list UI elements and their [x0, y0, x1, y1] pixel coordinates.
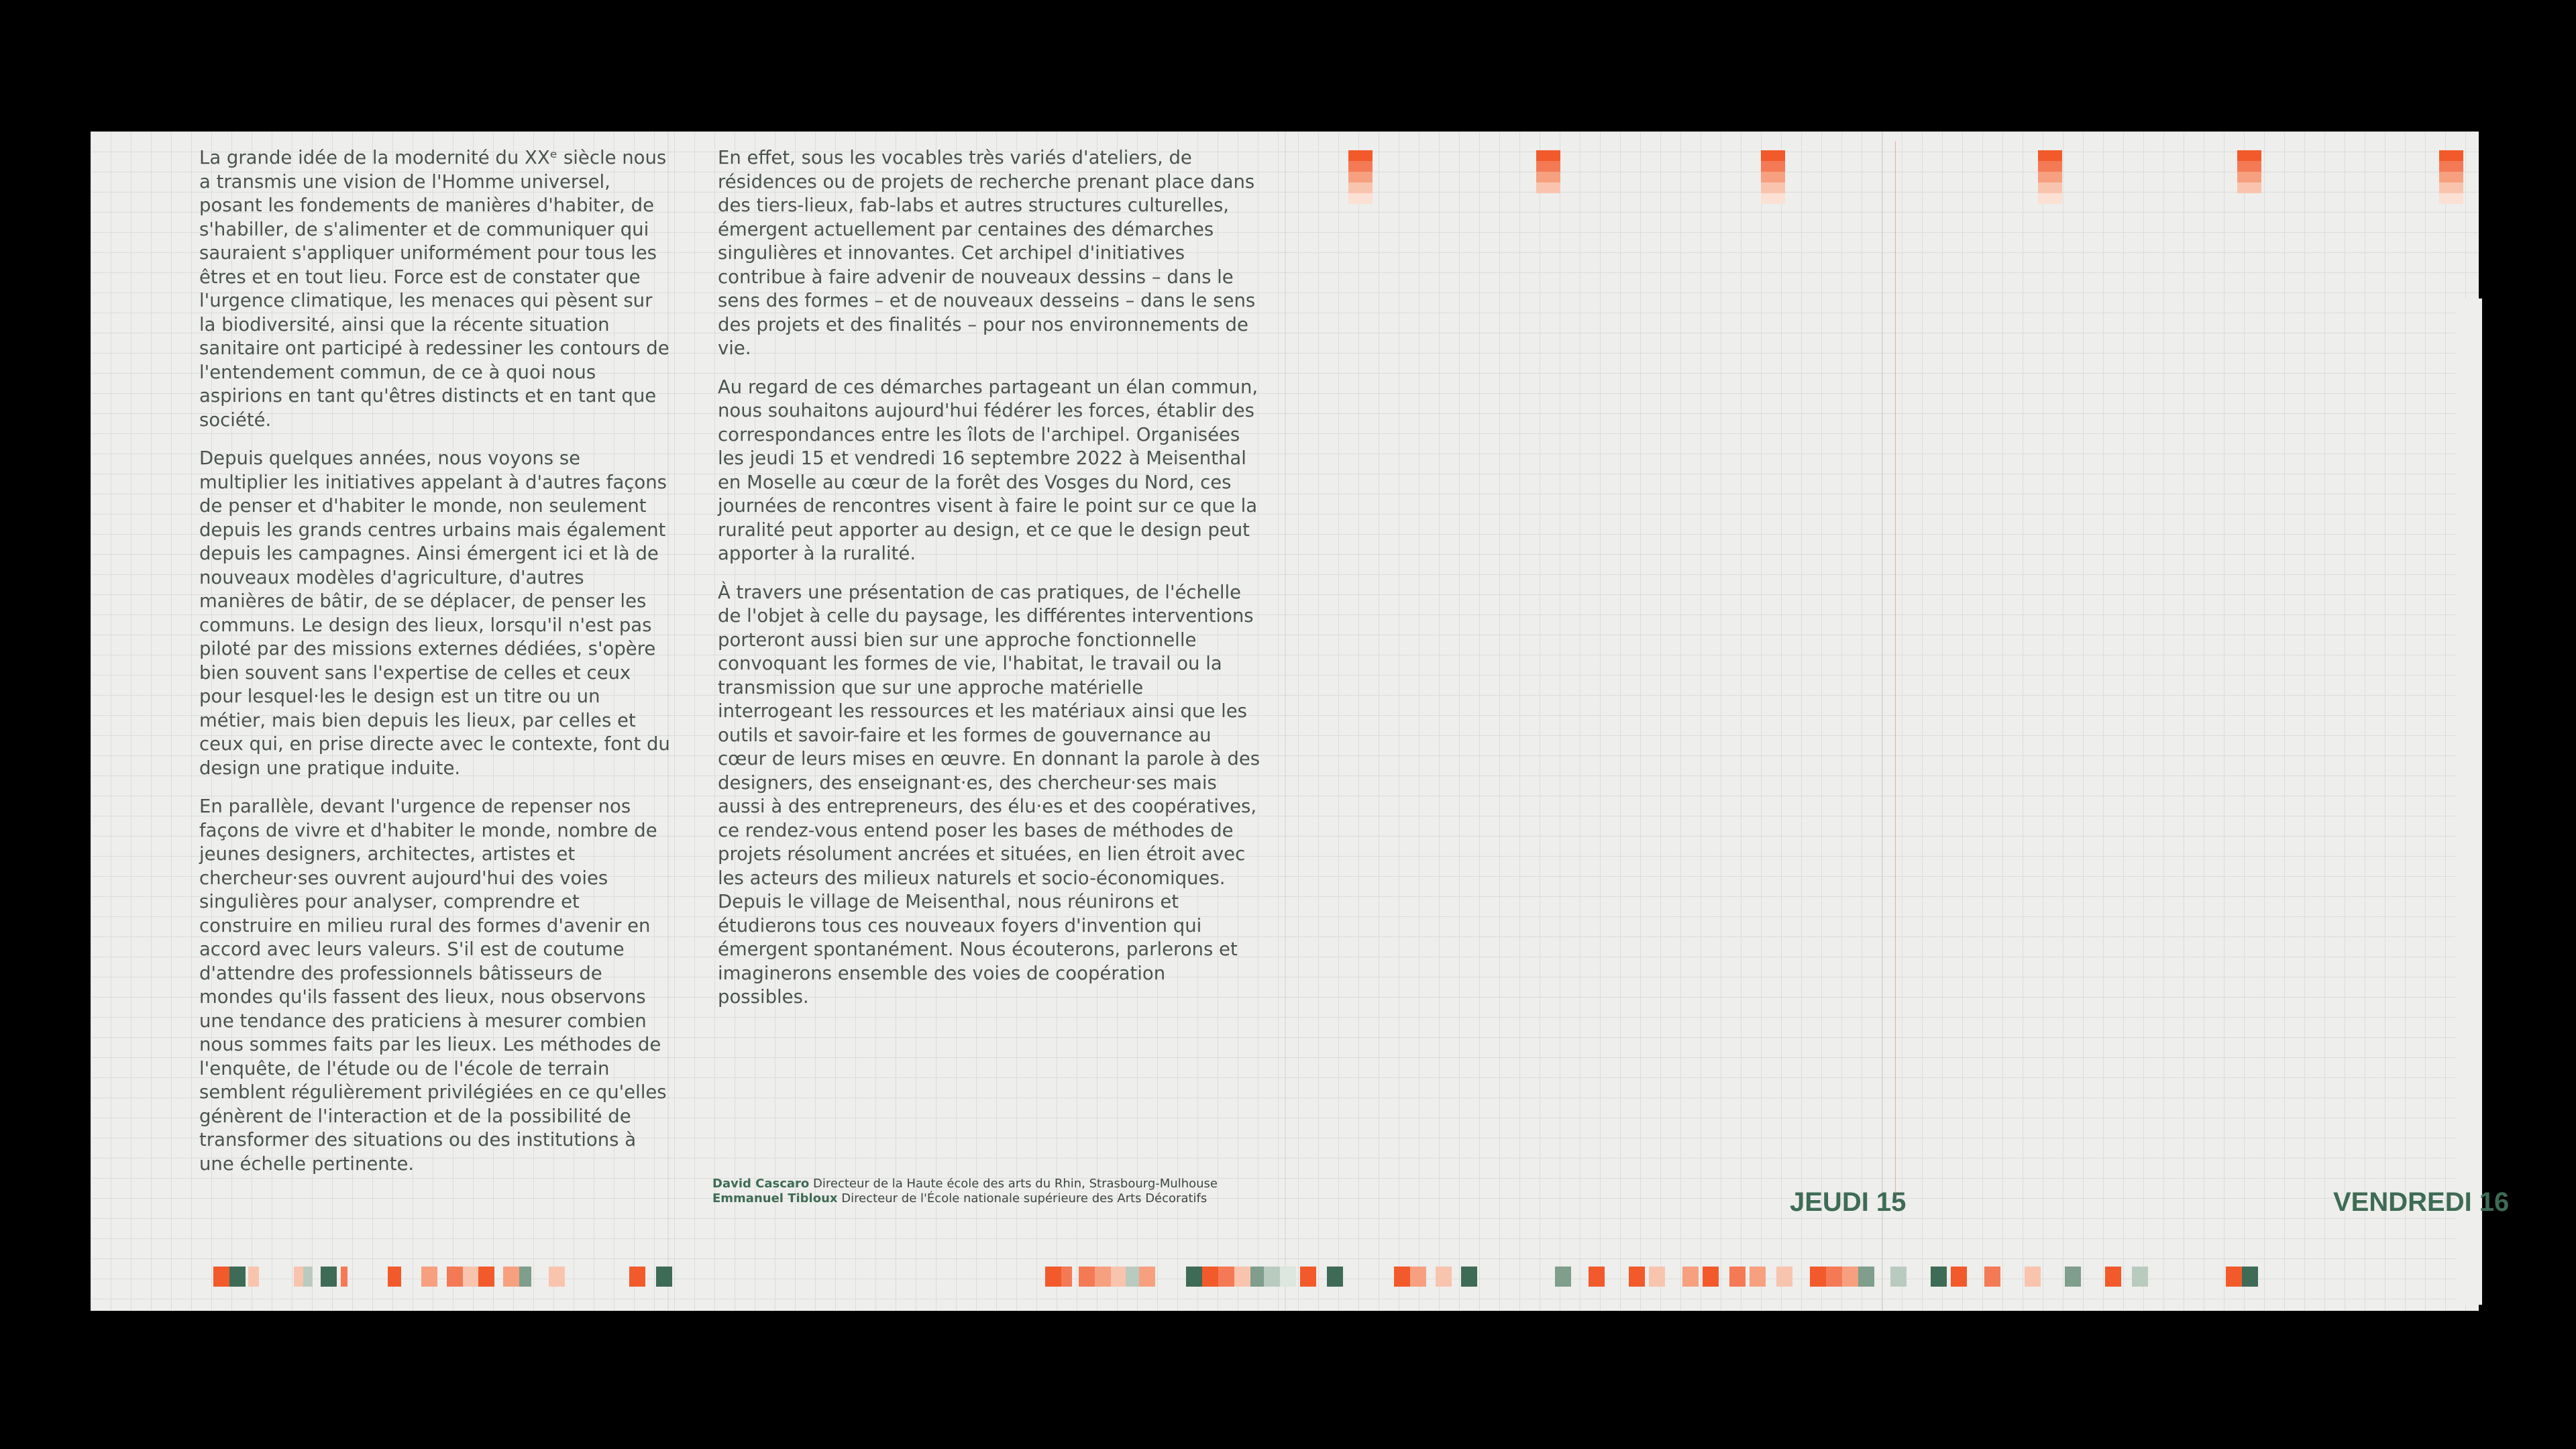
color-bar — [1629, 1267, 1645, 1287]
color-bar — [1202, 1267, 1218, 1287]
color-bar — [294, 1267, 303, 1287]
color-bar-strip — [213, 1267, 2467, 1287]
signature-line — [712, 1191, 1263, 1206]
color-bar — [1555, 1267, 1571, 1287]
color-stack — [2439, 150, 2463, 204]
signature-line — [712, 1177, 1263, 1191]
color-bar — [447, 1267, 463, 1287]
color-bar — [2226, 1267, 2242, 1287]
program-day-2 — [1895, 141, 2452, 1194]
fold-line — [1285, 131, 1286, 1311]
color-bar — [1095, 1267, 1111, 1287]
color-bar — [463, 1267, 479, 1287]
color-bar — [421, 1267, 437, 1287]
color-bar — [2025, 1267, 2041, 1287]
color-bar — [2242, 1267, 2258, 1287]
color-bar — [229, 1267, 246, 1287]
color-bar — [2065, 1267, 2081, 1287]
color-bar — [1750, 1267, 1766, 1287]
color-stack — [1536, 150, 1560, 193]
color-bar — [519, 1267, 531, 1287]
day-label-1: JEUDI 15 — [1790, 1187, 1907, 1217]
color-bar — [1264, 1267, 1280, 1287]
color-bar — [213, 1267, 229, 1287]
color-bar — [1280, 1267, 1296, 1287]
color-bar — [629, 1267, 645, 1287]
folded-flap — [2455, 299, 2482, 1305]
color-bar — [1682, 1267, 1699, 1287]
signature-name: Emmanuel Tibloux — [712, 1191, 838, 1205]
signature-role: Directeur de la Haute école des arts du Rhin, Strasbourg-Mulhouse — [813, 1177, 1218, 1191]
paragraph: À travers une présentation de cas pratiques, de l'échelle de l'objet à celle du paysage, les différentes interventions porteront aussi bien sur une approche fonctionnelle convoquant les formes de vie, l'habitat, le travail ou la transmission que sur une approche matérielle interrogeant les ressources et les matériaux ainsi que les outils et savoir-faire et les formes de gouvernance au cœur de leurs mises en œuvre. En donnant la parole à des designers, des enseignant·es, des chercheur·ses mais aussi à des entrepreneurs, des élu·es et des coopératives, ce rendez-vous entend poser les bases de méthodes de projets résolument ancrées et situées, en lien étroit avec les acteurs des milieux naturels et socio-économiques. Depuis le village de Meisenthal, nous réunirons et étudierons tous ces nouveaux foyers d'invention qui émergent spontanément. Nous écouterons, parlerons et imaginerons ensemble des voies de coopération possibles. — [718, 581, 1260, 1008]
color-stack — [2237, 150, 2261, 193]
color-bar — [341, 1267, 347, 1287]
color-bar — [1111, 1267, 1127, 1287]
program-day-1 — [1325, 141, 1858, 1194]
color-bar — [549, 1267, 565, 1287]
color-bar — [1776, 1267, 1792, 1287]
color-bar — [1858, 1267, 1874, 1287]
color-bar — [1234, 1267, 1250, 1287]
color-bar — [1045, 1267, 1061, 1287]
color-bar — [1186, 1267, 1202, 1287]
intro-column-2 — [718, 146, 1261, 1024]
color-bar — [1810, 1267, 1826, 1287]
color-bar — [1703, 1267, 1719, 1287]
color-bar — [321, 1267, 337, 1287]
color-bar — [1649, 1267, 1665, 1287]
color-bar — [303, 1267, 313, 1287]
color-bar — [1079, 1267, 1095, 1287]
color-bar — [1589, 1267, 1605, 1287]
paragraph: Depuis quelques années, nous voyons se multiplier les initiatives appelant à d'autres façons de penser et d'habiter le monde, non seulement depuis les grands centres urbains mais également depuis les campagnes. Ainsi émergent ici et là de nouveaux modèles d'agriculture, d'autres manières de bâtir, de se déplacer, de penser les communs. Le design des lieux, lorsqu'il n'est pas piloté par des missions externes dédiées, s'opère bien souvent sans l'expertise de celles et ceux pour lesquel·les le design est un titre ou un métier, mais bien depuis les lieux, par celles et ceux qui, en prise directe avec le contexte, font du design une pratique induite. — [199, 447, 670, 779]
color-bar — [2105, 1267, 2121, 1287]
color-bar — [1729, 1267, 1746, 1287]
color-bar — [1061, 1267, 1072, 1287]
color-bar — [1436, 1267, 1452, 1287]
color-bar — [1300, 1267, 1316, 1287]
color-bar — [1410, 1267, 1426, 1287]
color-bar — [2132, 1267, 2148, 1287]
color-bar — [388, 1267, 401, 1287]
color-bar — [1890, 1267, 1907, 1287]
signatures — [712, 1177, 1263, 1206]
fold-line — [1882, 131, 1883, 1311]
color-stack — [1761, 150, 1785, 204]
paragraph: En effet, sous les vocables très variés d'ateliers, de résidences ou de projets de recherche prenant place dans des tiers-lieux, fab-labs et autres structures culturelles, émergent actuellement par centaines des démarches singulières et innovantes. Cet archipel d'initiatives contribue à faire advenir de nouveaux dessins – dans le sens des formes – et de nouveaux desseins – dans le sens des projets et des finalités – pour nos environnements de vie. — [718, 147, 1256, 359]
color-bar — [478, 1267, 494, 1287]
color-bar — [1984, 1267, 2000, 1287]
color-bar — [1842, 1267, 1858, 1287]
color-bar — [1218, 1267, 1234, 1287]
color-bar — [1826, 1267, 1842, 1287]
color-bar — [1394, 1267, 1410, 1287]
color-bar — [1461, 1267, 1477, 1287]
day-label-2: VENDREDI 16 — [2333, 1187, 2510, 1217]
color-bar — [1951, 1267, 1967, 1287]
color-stack — [2038, 150, 2062, 204]
color-stack — [1348, 150, 1373, 204]
color-bar — [248, 1267, 259, 1287]
color-bar — [503, 1267, 519, 1287]
signature-role: Directeur de l'École nationale supérieure des Arts Décoratifs — [841, 1191, 1208, 1205]
signature-name: David Cascaro — [712, 1177, 810, 1191]
color-bar — [1327, 1267, 1343, 1287]
paragraph: Au regard de ces démarches partageant un élan commun, nous souhaitons aujourd'hui fédérer les forces, établir des correspondances entre les îlots de l'archipel. Organisées les jeudi 15 et vendredi 16 septembre 2022 à Meisenthal en Moselle au cœur de la forêt des Vosges du Nord, ces journées de rencontres visent à faire le point sur ce que la ruralité peut apporter au design, et ce que le design peut apporter à la ruralité. — [718, 376, 1258, 564]
color-bar — [656, 1267, 672, 1287]
color-bar — [1931, 1267, 1947, 1287]
intro-column-1 — [199, 146, 672, 1191]
paragraph: En parallèle, devant l'urgence de repenser nos façons de vivre et d'habiter le monde, nombre de jeunes designers, architectes, artistes et chercheur·ses ouvrent aujourd'hui des voies singulières pour analyser, comprendre et construire en milieu rural des formes d'avenir en accord avec leurs valeurs. S'il est de coutume d'attendre des professionnels bâtisseurs de mondes qu'ils fassent des lieux, nous observons une tendance des praticiens à mesurer combien nous sommes faits par les lieux. Les méthodes de l'enquête, de l'étude ou de l'école de terrain semblent régulièrement privilégiées en ce qu'elles génèrent de l'interaction et de la possibilité de transformer des situations ou des institutions à une échelle pertinente. — [199, 796, 667, 1175]
paragraph: La grande idée de la modernité du XXᵉ siècle nous a transmis une vision de l'Homme universel, posant les fondements de manières d'habiter, de s'habiller, de s'alimenter et de communiquer qui sauraient s'appliquer uniformément pour tous les êtres et en tout lieu. Force est de constater que l'urgence climatique, les menaces qui pèsent sur la biodiversité, ainsi que la récente situation sanitaire ont participé à redessiner les contours de l'entendement commun, de ce à quoi nous aspirions en tant qu'êtres distincts et en tant que société. — [199, 147, 669, 431]
color-bar — [1139, 1267, 1155, 1287]
